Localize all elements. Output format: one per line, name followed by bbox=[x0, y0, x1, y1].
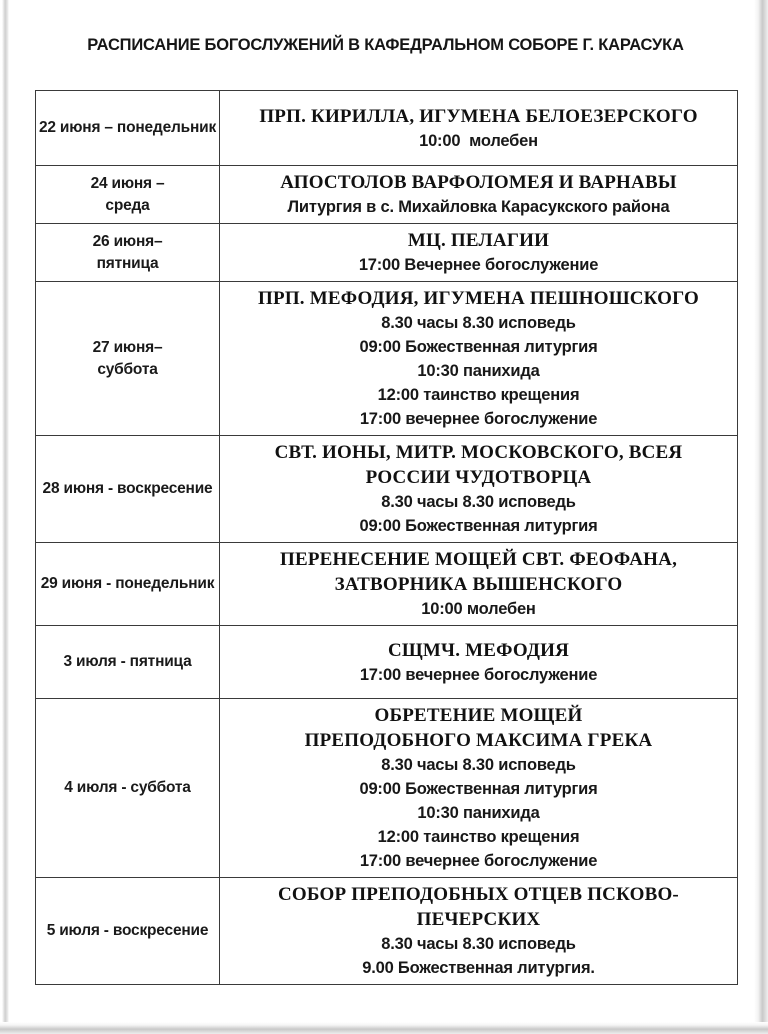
service-event: 09:00 Божественная литургия bbox=[359, 517, 598, 535]
service-cell bbox=[220, 166, 737, 223]
date-cell bbox=[36, 436, 220, 542]
service-event: 8.30 часы 8.30 исповедь bbox=[381, 314, 576, 332]
table-row bbox=[36, 542, 737, 625]
service-event: 10:00 молебен bbox=[419, 131, 538, 150]
service-cell bbox=[220, 436, 737, 542]
service-cell bbox=[220, 224, 737, 281]
table-row bbox=[36, 223, 737, 281]
service-cell bbox=[220, 626, 737, 698]
service-title: ПЕРЕНЕСЕНИЕ МОЩЕЙ СВТ. ФЕОФАНА, bbox=[279, 549, 678, 570]
service-title: СЩМЧ. МЕФОДИЯ bbox=[387, 639, 570, 661]
service-title: СВТ. ИОНЫ, МИТР. МОСКОВСКОГО, ВСЕЯ bbox=[274, 442, 683, 463]
service-event: 09:00 Божественная литургия bbox=[359, 338, 598, 356]
service-title: ОБРЕТЕНИЕ МОЩЕЙ bbox=[374, 705, 583, 726]
date-cell bbox=[36, 543, 220, 625]
service-event: 8.30 часы 8.30 исповедь bbox=[381, 756, 576, 774]
table-row bbox=[36, 281, 737, 435]
service-cell bbox=[220, 282, 737, 435]
page-edge-right bbox=[754, 0, 768, 1034]
date-text: пятница bbox=[96, 254, 159, 272]
service-title: ПЕЧЕРСКИХ bbox=[416, 909, 541, 930]
page-edge-bottom bbox=[0, 1022, 768, 1034]
service-event: 12:00 таинство крещения bbox=[377, 386, 580, 404]
date-cell bbox=[36, 91, 220, 165]
service-event: 10:30 панихида bbox=[417, 362, 540, 380]
date-text: 27 июня– bbox=[92, 338, 163, 356]
date-text: 22 июня – понедельник bbox=[38, 119, 217, 136]
date-text: 4 июля - суббота bbox=[64, 779, 191, 796]
date-text: 3 июля - пятница bbox=[63, 653, 192, 670]
date-cell bbox=[36, 166, 220, 223]
service-event: 12:00 таинство крещения bbox=[377, 828, 580, 846]
service-title: ПРЕПОДОБНОГО МАКСИМА ГРЕКА bbox=[304, 730, 653, 751]
service-event: 17:00 вечернее богослужение bbox=[359, 665, 598, 684]
service-event: 10:00 молебен bbox=[421, 600, 536, 618]
service-cell bbox=[220, 91, 737, 165]
table-row bbox=[36, 625, 737, 698]
service-event: 8.30 часы 8.30 исповедь bbox=[381, 493, 576, 511]
page-title: РАСПИСАНИЕ БОГОСЛУЖЕНИЙ В КАФЕДРАЛЬНОМ СОБОРЕ Г. КАРАСУКА bbox=[87, 36, 684, 54]
service-event: Литургия в с. Михайловка Карасукского района bbox=[287, 198, 670, 216]
date-text: 26 июня– bbox=[92, 232, 163, 250]
date-cell bbox=[36, 878, 220, 984]
service-event: 17:00 вечернее богослужение bbox=[359, 410, 598, 428]
service-event: 17:00 вечернее богослужение bbox=[359, 852, 598, 870]
date-cell bbox=[36, 626, 220, 698]
service-title: МЦ. ПЕЛАГИИ bbox=[407, 230, 550, 251]
page-edge-left bbox=[2, 0, 9, 1034]
service-title: ЗАТВОРНИКА ВЫШЕНСКОГО bbox=[334, 574, 623, 595]
service-title: СОБОР ПРЕПОДОБНЫХ ОТЦЕВ ПСКОВО- bbox=[278, 884, 679, 905]
service-title: РОССИИ ЧУДОТВОРЦА bbox=[365, 467, 592, 488]
table-row bbox=[36, 91, 737, 165]
service-cell bbox=[220, 878, 737, 984]
date-text: 5 июля - воскресение bbox=[46, 922, 209, 939]
date-cell bbox=[36, 282, 220, 435]
table-row bbox=[36, 165, 737, 223]
service-cell bbox=[220, 699, 737, 877]
service-title: ПРП. МЕФОДИЯ, ИГУМЕНА ПЕШНОШСКОГО bbox=[258, 288, 699, 309]
service-title: ПРП. КИРИЛЛА, ИГУМЕНА БЕЛОЕЗЕРСКОГО bbox=[259, 105, 698, 127]
service-event: 17:00 Вечернее богослужение bbox=[358, 256, 599, 274]
date-text: суббота bbox=[97, 360, 158, 378]
service-cell bbox=[220, 543, 737, 625]
service-event: 09:00 Божественная литургия bbox=[359, 780, 598, 798]
service-event: 10:30 панихида bbox=[417, 804, 540, 822]
service-event: 9.00 Божественная литургия. bbox=[362, 959, 595, 977]
date-cell bbox=[36, 699, 220, 877]
table-row bbox=[36, 877, 737, 984]
service-title: АПОСТОЛОВ ВАРФОЛОМЕЯ И ВАРНАВЫ bbox=[280, 172, 677, 193]
schedule-table bbox=[35, 90, 738, 985]
service-event: 8.30 часы 8.30 исповедь bbox=[381, 935, 576, 953]
date-text: 24 июня – bbox=[90, 174, 165, 192]
date-cell bbox=[36, 224, 220, 281]
table-row bbox=[36, 698, 737, 877]
table-row bbox=[36, 435, 737, 542]
date-text: 29 июня - понедельник bbox=[40, 575, 215, 592]
date-text: 28 июня - воскресение bbox=[42, 480, 213, 497]
date-text: среда bbox=[105, 196, 150, 214]
